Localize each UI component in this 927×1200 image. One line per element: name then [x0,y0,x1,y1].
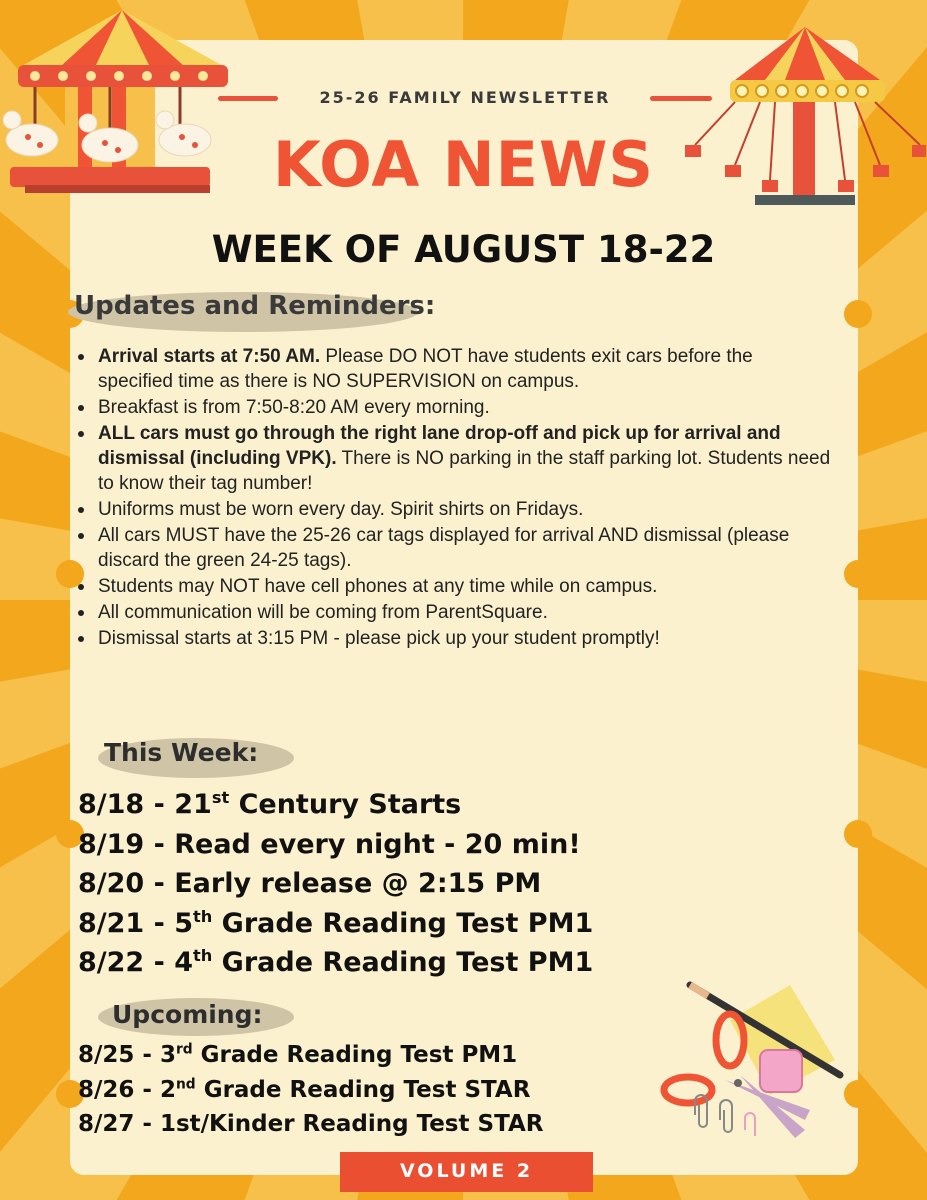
update-item [96,523,831,573]
this-week-item-ordinal: st [211,788,230,807]
upcoming-item-ordinal: nd [175,1075,196,1092]
update-item-text: All cars MUST have the 25-26 car tags displayed for arrival AND dismissal (please discard the green 24-25 tags). [98,525,790,571]
this-week-title: This Week: [104,738,259,767]
carousel-icon [0,5,245,195]
update-item [96,344,831,394]
this-week-item [78,864,778,904]
volume-label: VOLUME 2 [399,1160,534,1182]
ticket-notch [844,300,872,328]
this-week-item-text: Grade Reading Test PM1 [212,947,594,978]
upcoming-item-text: 8/26 - 2 [78,1076,176,1103]
update-item-bold: ALL cars must go through the right lane drop-off and pick up for arrival and dismissal (including VPK). [98,423,781,469]
school-supplies-icon [660,980,850,1150]
this-week-item-ordinal: th [193,906,213,926]
volume-banner [340,1152,593,1192]
this-week-item [78,825,778,865]
upcoming-item [78,1073,698,1108]
updates-title: Updates and Reminders: [74,291,436,321]
this-week-item-ordinal: th [193,946,213,965]
this-week-item-text: 8/21 - 5 [78,907,194,939]
upcoming-item [78,1107,698,1142]
this-week-item-text: Century Starts [229,789,462,820]
this-week-item-text: 8/19 - Read every night - 20 min! [78,828,581,860]
this-week-item-text: 8/18 - 21 [78,789,212,820]
this-week-list [78,785,778,983]
upcoming-item-text: Grade Reading Test STAR [195,1076,531,1103]
update-item [96,574,831,599]
update-item-text: Dismissal starts at 3:15 PM - please pick up your student promptly! [98,628,660,649]
upcoming-item-text: 8/27 - 1st/Kinder Reading Test STAR [78,1111,544,1137]
update-item-bold: Arrival starts at 7:50 AM. [98,346,321,367]
update-item [96,421,831,496]
week-heading: WEEK OF AUGUST 18-22 [211,228,716,271]
ticket-notch [844,560,872,588]
upcoming-item-text: 8/25 - 3 [78,1042,176,1068]
update-item [96,497,831,522]
upcoming-item [78,1038,698,1073]
upcoming-item-ordinal: rd [175,1041,193,1058]
upcoming-title: Upcoming: [112,1000,263,1029]
this-week-item [78,785,778,825]
swing-ride-icon [680,25,927,210]
update-item-text: Uniforms must be worn every day. Spirit shirts on Fridays. [98,499,584,520]
upcoming-list [78,1038,698,1142]
update-item [96,626,831,651]
update-item [96,600,831,625]
this-week-item-text: 8/20 - Early release @ 2:15 PM [78,868,542,899]
update-item [96,395,831,420]
upcoming-item-text: Grade Reading Test PM1 [192,1042,518,1068]
this-week-item-text: Grade Reading Test PM1 [212,907,594,939]
update-item-text: Breakfast is from 7:50-8:20 AM every morning. [98,397,490,418]
update-item-text: There is NO parking in the staff parking lot. Students need to know their tag number! [98,448,831,494]
this-week-item-text: 8/22 - 4 [78,947,194,978]
this-week-item [78,943,778,983]
updates-list [96,344,831,652]
newsletter-title: KOA NEWS [272,128,655,201]
newsletter-label: 25-26 FAMILY NEWSLETTER [319,88,611,107]
this-week-item [78,904,778,944]
ticket-notch [844,820,872,848]
update-item-text: Please DO NOT have students exit cars before the specified time as there is NO SUPERVISION on campus. [98,346,753,392]
update-item-text: All communication will be coming from ParentSquare. [98,602,548,623]
update-item-text: Students may NOT have cell phones at any time while on campus. [98,576,658,597]
